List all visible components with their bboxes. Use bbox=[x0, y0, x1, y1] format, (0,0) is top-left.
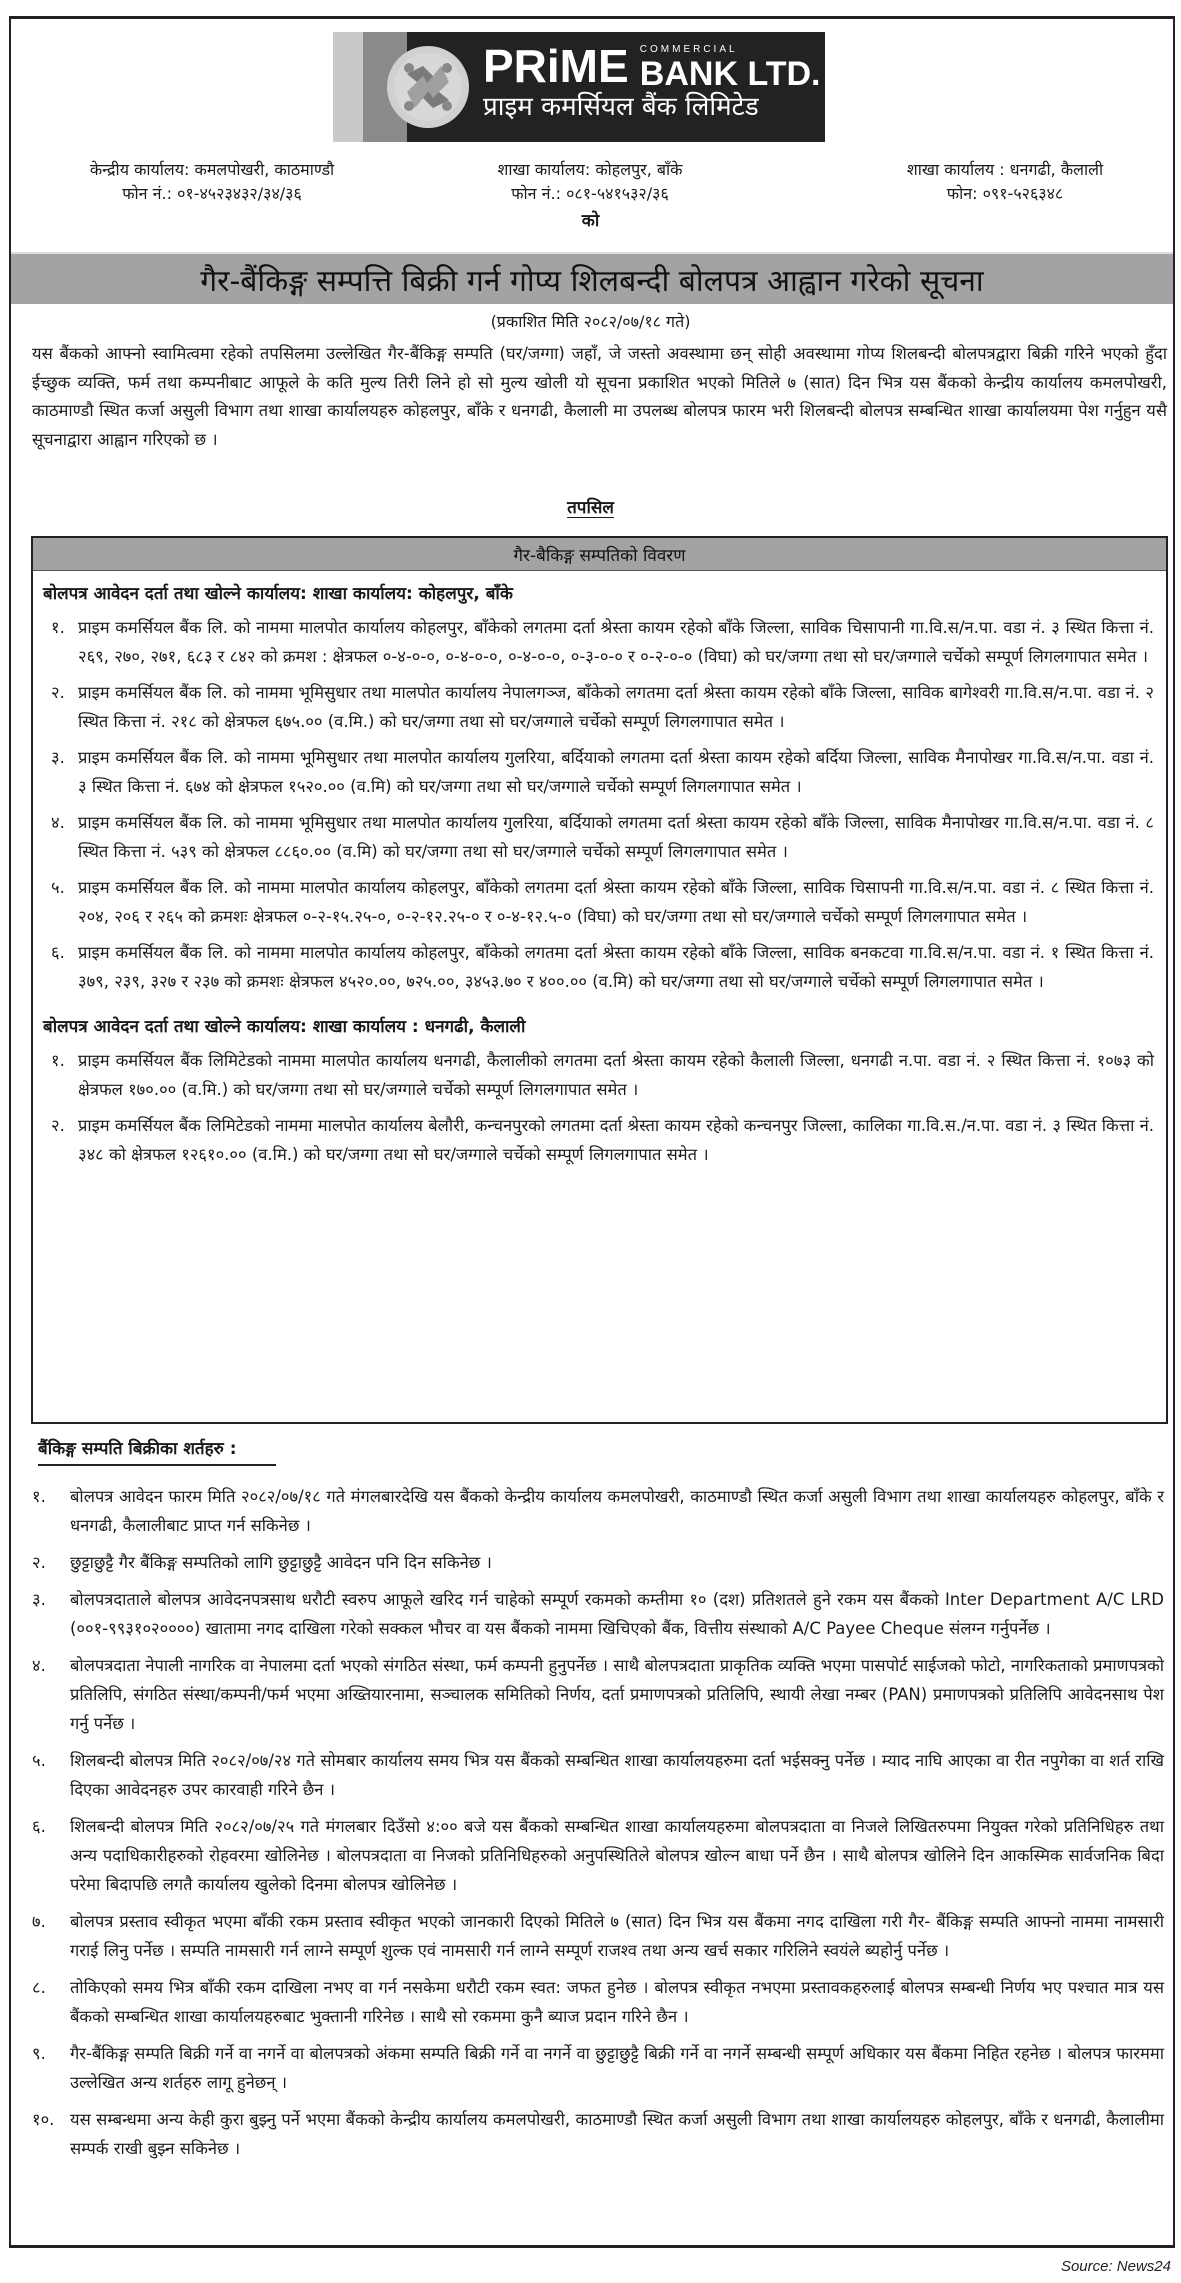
conditions-title: बैंकिङ्ग सम्पति बिक्रीका शर्तहरु : bbox=[38, 1439, 237, 1459]
item-text: प्राइम कमर्सियल बैंक लि. को नाममा भूमिसुधार तथा मालपोत कार्यालय नेपालगञ्ज, बाँकेको लगतमा दर्ता श्रेस्ता कायम रहेको बाँके जिल्ला, साविक बागेश्वरी गा.वि.स/न.पा. वडा नं. २ स्थित कित्ता नं. २१८ को क्षेत्रफल ६७५.०० (व.मि.) को घर/जग्गा तथा सो घर/जग्गाले चर्चेको सम्पूर्ण लिगलगापात समेत । bbox=[78, 683, 1154, 731]
list-item bbox=[43, 614, 1154, 671]
list-item bbox=[43, 1112, 1154, 1169]
condition-item bbox=[24, 1907, 1164, 1965]
item-text: गैर-बैंकिङ्ग सम्पति बिक्री गर्ने वा नगर्ने वा बोलपत्रको अंकमा सम्पति बिक्री गर्ने वा नगर्ने वा छुट्टाछुट्टै बिक्री गर्ने वा नगर्ने सम्बन्धी सम्पूर्ण अधिकार यस बैंकमा निहित रहनेछ । बोलपत्र फारममा उल्लेखित अन्य शर्तहरु लागू हुनेछन् । bbox=[70, 2044, 1164, 2092]
bank-emblem-icon bbox=[387, 46, 469, 128]
office-kohalpur bbox=[420, 158, 760, 206]
item-number: ७. bbox=[32, 1912, 46, 1931]
item-number: १. bbox=[32, 1487, 46, 1506]
intro-paragraph: यस बैंकको आफ्नो स्वामित्वमा रहेको तपसिलमा उल्लेखित गैर-बैंकिङ्ग सम्पति (घर/जग्गा) जहाँ, जे जस्तो अवस्थामा छन् सोही अवस्थामा गोप्य शिलबन्दी बोलपत्रद्वारा बिक्री गरिने भएको हुँदा ईच्छुक व्यक्ति, फर्म तथा कम्पनीबाट आफूले के कति मुल्य तिरी लिने हो सो मुल्य खोली यो सूचना प्रकाशित भएको मितिले ७ (सात) दिन भित्र यस बैंकको केन्द्रीय कार्यालय कमलपोखरी, काठमाण्डौ स्थित कर्जा असुली विभाग तथा शाखा कार्यालयहरु कोहलपुर, बाँके र धनगढी, कैलाली मा उपलब्ध बोलपत्र फारम भरी शिलबन्दी बोलपत्र सम्बन्धित शाखा कार्यालयमा पेश गर्नुहुन यसै सूचनाद्वारा आह्वान गरिएको छ । bbox=[32, 344, 1167, 449]
item-number: ४. bbox=[51, 813, 65, 832]
property-list-kohalpur bbox=[33, 614, 1166, 996]
item-number: ५. bbox=[51, 878, 65, 897]
office-central bbox=[32, 158, 392, 206]
logo-text bbox=[483, 40, 820, 124]
condition-item bbox=[24, 1585, 1164, 1643]
tapasil-label: तपसिल bbox=[567, 498, 614, 518]
logo-nepali-name: प्राइम कमर्सियल बैंक लिमिटेड bbox=[483, 92, 759, 122]
notice-title-bar bbox=[11, 252, 1173, 304]
logo-commercial: COMMERCIAL bbox=[639, 44, 738, 55]
item-text: यस सम्बन्धमा अन्य केही कुरा बुझ्नु पर्ने भएमा बैंकको केन्द्रीय कार्यालय कमलपोखरी, काठमाण्डौ स्थित कर्जा असुली विभाग तथा शाखा कार्यालयहरु कोहलपुर, बाँके र धनगढी, कैलालीमा सम्पर्क राखी बुझ्न सकिनेछ । bbox=[70, 2110, 1164, 2158]
logo-bank-ltd: BANK LTD. bbox=[639, 55, 821, 93]
list-item bbox=[43, 679, 1154, 736]
conditions-underline bbox=[38, 1464, 276, 1466]
notice-title: गैर-बैंकिङ्ग सम्पत्ति बिक्री गर्न गोप्य शिलबन्दी बोलपत्र आह्वान गरेको सूचना bbox=[200, 263, 984, 299]
item-text: प्राइम कमर्सियल बैंक लि. को नाममा मालपोत कार्यालय कोहलपुर, बाँकेको लगतमा दर्ता श्रेस्ता कायम रहेको बाँके जिल्ला, साविक चिसापानी गा.वि.स/न.पा. वडा नं. ३ स्थित कित्ता नं. २६९, २७०, २७१, ६८३ र ८४२ को क्रमश : क्षेत्रफल ०-४-०-०, ०-४-०-०, ०-४-०-०, ०-३-०-० र ०-२-०-० (विघा) को घर/जग्गा तथा सो घर/जग्गाले चर्चेको सम्पूर्ण लिगलगापात समेत । bbox=[78, 618, 1154, 666]
list-item bbox=[43, 744, 1154, 801]
item-text: बोलपत्रदाता नेपाली नागरिक वा नेपालमा दर्ता भएको संगठित संस्था, फर्म कम्पनी हुनुपर्नेछ । साथै बोलपत्रदाता प्राकृतिक व्यक्ति भएमा पासपोर्ट साईजको फोटो, नागरिकताको प्रमाणपत्रको प्रतिलिपि, संगठित संस्था/कम्पनी/फर्म भएमा अख्तियारनामा, सञ्चालक समितिको निर्णय, दर्ता प्रमाणपत्रको प्रतिलिपि, स्थायी लेखा नम्बर (PAN) प्रमाणपत्रको प्रतिलिपि आवेदनसाथ पेश गर्नु पर्नेछ । bbox=[70, 1656, 1164, 1733]
condition-item bbox=[24, 1746, 1164, 1804]
item-number: ६. bbox=[51, 943, 65, 962]
section-heading-dhangadhi: बोलपत्र आवेदन दर्ता तथा खोल्ने कार्यालय: शाखा कार्यालय : धनगढी, कैलाली bbox=[43, 1017, 526, 1037]
item-number: ३. bbox=[51, 748, 65, 767]
list-item bbox=[43, 809, 1154, 866]
item-number: १. bbox=[51, 618, 65, 637]
logo-prime: PRiME bbox=[483, 40, 629, 92]
item-text: बोलपत्रदाताले बोलपत्र आवेदनपत्रसाथ धरौटी स्वरुप आफूले खरिद गर्न चाहेको सम्पूर्ण रकमको कम्तीमा १० (दश) प्रतिशतले हुने रकम यस बैंकको Inter Department A/C LRD (००१-९९३१०२००००) खातामा नगद दाखिला गरेको सक्कल भौचर वा यस बैंकको नाममा खिचिएको बैंक, वित्तीय संस्थाको A/C Payee Cheque संलग्न गर्नुपर्नेछ । bbox=[70, 1590, 1164, 1638]
item-text: प्राइम कमर्सियल बैंक लिमिटेडको नाममा मालपोत कार्यालय धनगढी, कैलालीको लगतमा दर्ता श्रेस्ता कायम रहेको कैलाली जिल्ला, धनगढी न.पा. वडा नं. २ स्थित कित्ता नं. १०७३ को क्षेत्रफल १७०.०० (व.मि.) को घर/जग्गा तथा सो घर/जग्गाले चर्चेको सम्पूर्ण लिगलगापात समेत । bbox=[78, 1051, 1154, 1099]
item-number: २. bbox=[32, 1553, 46, 1572]
ko-label: को bbox=[581, 211, 600, 231]
item-text: प्राइम कमर्सियल बैंक लिमिटेडको नाममा मालपोत कार्यालय बेलौरी, कन्चनपुरको लगतमा दर्ता श्रेस्ता कायम रहेको कन्चनपुर जिल्ला, कालिका गा.वि.स./न.पा. वडा नं. ३ स्थित कित्ता नं. ३४८ को क्षेत्रफल १२६१०.०० (व.मि.) को घर/जग्गा तथा सो घर/जग्गाले चर्चेको सम्पूर्ण लिगलगापात समेत । bbox=[78, 1116, 1155, 1164]
item-number: २. bbox=[51, 1116, 65, 1135]
item-number: ८. bbox=[32, 1978, 46, 1997]
item-number: ४. bbox=[32, 1656, 46, 1675]
condition-item bbox=[24, 1482, 1164, 1540]
property-list-dhangadhi bbox=[33, 1047, 1166, 1169]
condition-item bbox=[24, 1651, 1164, 1738]
published-date: (प्रकाशित मिति २०८२/०७/१८ गते) bbox=[490, 312, 691, 331]
item-number: ३. bbox=[32, 1590, 46, 1609]
condition-item bbox=[24, 1973, 1164, 2031]
condition-item bbox=[24, 2105, 1164, 2163]
item-number: ६. bbox=[32, 1817, 46, 1836]
item-number: २. bbox=[51, 683, 65, 702]
office-phone: फोन नं.: ०८१-५४१५३२/३६ bbox=[511, 184, 669, 203]
item-number: ५. bbox=[32, 1751, 46, 1770]
logo-stripe-light bbox=[333, 32, 363, 142]
item-text: शिलबन्दी बोलपत्र मिति २०८२/०७/२५ गते मंगलबार दिउँसो ४:०० बजे यस बैंकको सम्बन्धित शाखा कार्यालयहरुमा बोलपत्रदाता वा निजले लिखितरुपमा नियुक्त गरेको प्रतिनिधिहरु तथा अन्य पदाधिकारीहरुको रोहवरमा खोलिनेछ । बोलपत्रदाता वा निजको प्रतिनिधिहरुको अनुपस्थितिले बोलपत्र खोल्न बाधा पर्ने छैन । साथै बोलपत्र खोलिने दिन आकस्मिक सार्वजनिक बिदा परेमा बिदापछि लगतै कार्यालय खुलेको दिनमा बोलपत्र खोलिनेछ । bbox=[70, 1817, 1164, 1894]
item-text: प्राइम कमर्सियल बैंक लि. को नाममा भूमिसुधार तथा मालपोत कार्यालय गुलरिया, बर्दियाको लगतमा दर्ता श्रेस्ता कायम रहेको बर्दिया जिल्ला, साविक मैनापोखर गा.वि.स/न.पा. वडा नं. ३ स्थित कित्ता नं. ६७४ को क्षेत्रफल १५२०.०० (व.मि) को घर/जग्गा तथा सो घर/जग्गाले चर्चेको सम्पूर्ण लिगलगापात समेत । bbox=[78, 748, 1154, 796]
section-heading-kohalpur: बोलपत्र आवेदन दर्ता तथा खोल्ने कार्यालय: शाखा कार्यालय: कोहलपुर, बाँके bbox=[43, 584, 513, 604]
list-item bbox=[43, 874, 1154, 931]
bank-logo bbox=[333, 32, 825, 142]
item-text: बोलपत्र आवेदन फारम मिति २०८२/०७/१८ गते मंगलबारदेखि यस बैंकको केन्द्रीय कार्यालय कमलपोखरी, काठमाण्डौ स्थित कर्जा असुली विभाग तथा शाखा कार्यालयहरु कोहलपुर, बाँके र धनगढी, कैलालीबाट प्राप्त गर्न सकिनेछ । bbox=[70, 1487, 1164, 1535]
item-text: प्राइम कमर्सियल बैंक लि. को नाममा भूमिसुधार तथा मालपोत कार्यालय गुलरिया, बर्दियाको लगतमा दर्ता श्रेस्ता कायम रहेको बाँके जिल्ला, साविक मैनापोखर गा.वि.स/न.पा. वडा नं. ८ स्थित कित्ता नं. ५३९ को क्षेत्रफल ८८६०.०० (व.मि) को घर/जग्गा तथा सो घर/जग्गाले चर्चेको सम्पूर्ण लिगलगापात समेत । bbox=[78, 813, 1154, 861]
list-item bbox=[43, 939, 1154, 996]
item-number: १०. bbox=[32, 2110, 55, 2129]
condition-item bbox=[24, 1812, 1164, 1899]
item-text: बोलपत्र प्रस्ताव स्वीकृत भएमा बाँकी रकम प्रस्ताव स्वीकृत भएको जानकारी दिएको मितिले ७ (सात) दिन भित्र यस बैंकमा नगद दाखिला गरी गैर- बैंकिङ्ग सम्पति आफ्नो नाममा नामसारी गराई लिनु पर्नेछ । सम्पति नामसारी गर्न लाग्ने सम्पूर्ण शुल्क एवं नामसारी गर्न लाग्ने सम्पूर्ण राजश्व तथा अन्य खर्च सकार गरिलिने स्वयंले ब्यहोर्नु पर्नेछ । bbox=[70, 1912, 1164, 1960]
condition-item bbox=[24, 1548, 1164, 1577]
office-name: शाखा कार्यालय: कोहलपुर, बाँके bbox=[497, 160, 683, 179]
office-phone: फोन नं.: ०१-४५२३४३२/३४/३६ bbox=[122, 184, 302, 203]
item-text: प्राइम कमर्सियल बैंक लि. को नाममा मालपोत कार्यालय कोहलपुर, बाँकेको लगतमा दर्ता श्रेस्ता कायम रहेको बाँके जिल्ला, साविक बनकटवा गा.वि.स/न.पा. वडा नं. १ स्थित कित्ता नं. ३७९, २३९, ३२७ र २३७ को क्रमशः क्षेत्रफल ४५२०.००, ७२५.००, ३४५३.७० र ४००.०० (व.मि) को घर/जग्गा तथा सो घर/जग्गाले चर्चेको सम्पूर्ण लिगलगापात समेत । bbox=[78, 943, 1154, 991]
office-name: शाखा कार्यालय : धनगढी, कैलाली bbox=[906, 160, 1104, 179]
office-dhangadhi bbox=[840, 158, 1170, 206]
source-credit: Source: News24 bbox=[1060, 2258, 1171, 2275]
property-details-box bbox=[31, 536, 1168, 1424]
item-text: तोकिएको समय भित्र बाँकी रकम दाखिला नभए वा गर्न नसकेमा धरौटी रकम स्वत: जफत हुनेछ । बोलपत्र स्वीकृत नभएमा प्रस्तावकहरुलाई बोलपत्र सम्बन्धी निर्णय भए पश्चात मात्र यस बैंकको सम्बन्धित शाखा कार्यालयहरुबाट भुक्तानी गरिनेछ । साथै सो रकममा कुनै ब्याज प्रदान गरिने छैन । bbox=[70, 1978, 1164, 2026]
item-number: ९. bbox=[32, 2044, 46, 2063]
condition-item bbox=[24, 2039, 1164, 2097]
item-number: १. bbox=[51, 1051, 65, 1070]
office-name: केन्द्रीय कार्यालय: कमलपोखरी, काठमाण्डौ bbox=[89, 160, 335, 179]
tapasil-heading bbox=[0, 495, 1181, 518]
item-text: प्राइम कमर्सियल बैंक लि. को नाममा मालपोत कार्यालय कोहलपुर, बाँकेको लगतमा दर्ता श्रेस्ता कायम रहेको बाँके जिल्ला, साविक चिसापनी गा.वि.स/न.पा. वडा नं. ८ स्थित कित्ता नं. २०४, २०६ र २६५ को क्रमशः क्षेत्रफल ०-२-१५.२५-०, ०-२-१२.२५-० र ०-४-१२.५-० (विघा) को घर/जग्गा तथा सो घर/जग्गाले चर्चेको सम्पूर्ण लिगलगापात समेत । bbox=[78, 878, 1154, 926]
property-box-header: गैर-बैकिङ्ग सम्पतिको विवरण bbox=[33, 538, 1166, 571]
item-text: शिलबन्दी बोलपत्र मिति २०८२/०७/२४ गते सोमबार कार्यालय समय भित्र यस बैंकको सम्बन्धित शाखा कार्यालयहरुमा दर्ता भईसक्नु पर्नेछ । म्याद नाघि आएका वा रीत नपुगेका वा शर्त राखि दिएका आवेदनहरु उपर कारवाही गरिने छैन । bbox=[70, 1751, 1164, 1799]
office-phone: फोन: ०९१-५२६३४८ bbox=[946, 184, 1064, 203]
conditions-list bbox=[24, 1478, 1164, 2171]
list-item bbox=[43, 1047, 1154, 1104]
item-text: छुट्टाछुट्टै गैर बैंकिङ्ग सम्पतिको लागि छुट्टाछुट्टै आवेदन पनि दिन सकिनेछ । bbox=[70, 1553, 492, 1572]
